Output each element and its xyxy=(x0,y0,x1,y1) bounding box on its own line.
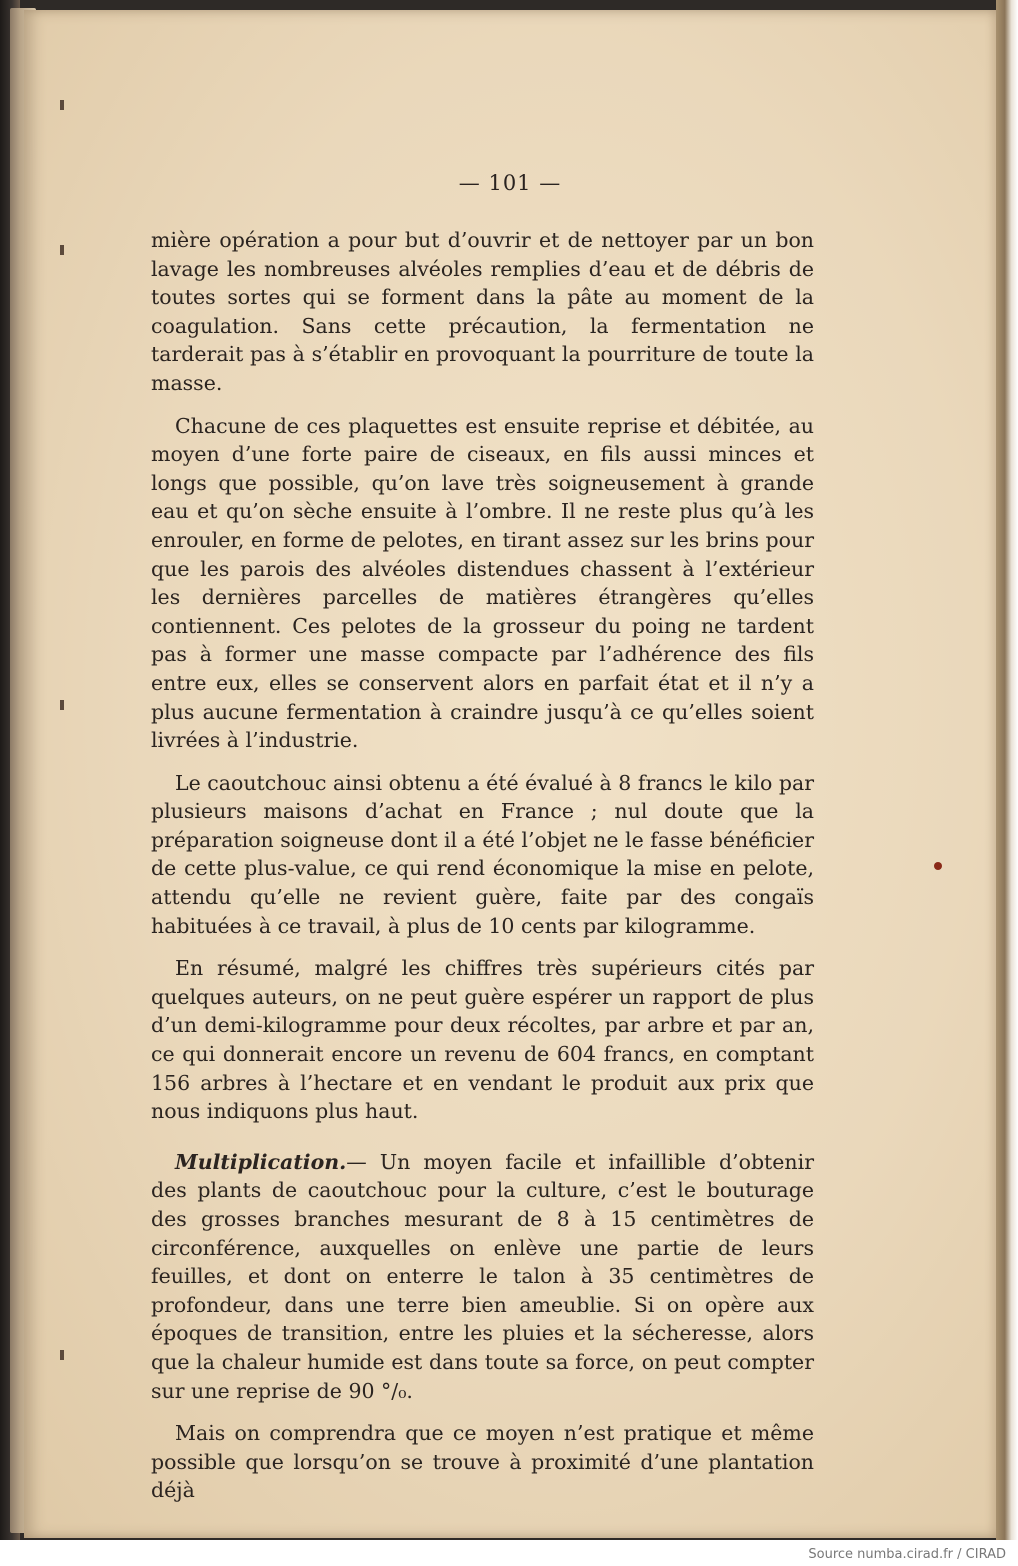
page-number: — 101 — xyxy=(458,171,562,195)
paragraph-text: Mais on comprendra que ce moyen n’est pratique et même possible que lorsqu’on se trouve à proximité d’une plantation déjà xyxy=(151,1421,814,1503)
body-text xyxy=(151,226,814,1519)
paragraph xyxy=(151,954,814,1126)
book-page xyxy=(24,10,996,1538)
paragraph xyxy=(151,769,814,941)
ink-speck xyxy=(934,862,942,870)
binding-mark xyxy=(60,100,64,110)
paragraph xyxy=(151,412,814,755)
paragraph-text: — Un moyen facile et infaillible d’obtenir des plants de caoutchouc pour la culture, c’est le bouturage des grosses branches mesurant de 8 à 15 centimètres de circonférence, auxquelles on enlève une partie de leurs feuilles, et dont on enterre le talon à 35 centimètres de profondeur, dans une terre bien ameublie. Si on opère aux époques de transition, entre les pluies et la sécheresse, alors que la chaleur humide est dans toute sa force, on peut compter sur une reprise de 90 °/₀. xyxy=(151,1149,814,1403)
binding-mark xyxy=(60,700,64,710)
paragraph-text: mière opération a pour but d’ouvrir et de nettoyer par un bon lavage les nombreuses alvéoles remplies d’eau et de débris de toutes sortes qui se forment dans la pâte au moment de la coagulation. Sans cette précaution, la fermentation ne tarderait pas à s’établir en provoquant la pourriture de toute la masse. xyxy=(151,228,814,395)
paragraph xyxy=(151,226,814,398)
paragraph xyxy=(151,1419,814,1505)
paragraph-text: Le caoutchouc ainsi obtenu a été évalué à 8 francs le kilo par plusieurs maisons d’achat en France ; nul doute que la préparation soigneuse dont il a été l’objet ne le fasse bénéficier de cette plus-value, ce qui rend économique la mise en pelote, attendu qu’elle ne revient guère, faite par des congaïs habituées à ce travail, à plus de 10 cents par kilogramme. xyxy=(151,770,814,938)
binding-mark xyxy=(60,1350,64,1360)
binding-mark xyxy=(60,245,64,255)
paragraph-text: Chacune de ces plaquettes est ensuite reprise et débitée, au moyen d’une forte paire de ciseaux, en fils aussi minces et longs que possible, qu’on lave très soigneusement à grande eau et qu’on sèche ensuite à l’ombre. Il ne reste plus qu’à les enrouler, en forme de pelotes, en tirant assez sur les brins pour que les parois des alvéoles distendues chassent à l’extérieur les dernières parcelles de matières étrangères qu’elles contiennent. Ces pelotes de la grosseur du poing ne tardent pas à former une masse compacte par l’adhérence des fils entre eux, elles se conservent alors en parfait état et il n’y a plus aucune fermentation à craindre jusqu’à ce qu’elles soient livrées à l’industrie. xyxy=(151,413,814,753)
paragraph-text: En résumé, malgré les chiffres très supérieurs cités par quelques auteurs, on ne peut guère espérer un rapport de plus d’un demi-kilogramme pour deux récoltes, par arbre et par an, ce qui donnerait encore un revenu de 604 francs, en comptant 156 arbres à l’hectare et en vendant le produit aux prix que nous indiquons plus haut. xyxy=(151,956,814,1124)
section-heading: Multiplication. xyxy=(175,1149,347,1174)
paragraph xyxy=(151,1148,814,1405)
source-credit: Source numba.cirad.fr / CIRAD xyxy=(808,1547,1006,1562)
book-cover-edge xyxy=(996,0,1018,1540)
